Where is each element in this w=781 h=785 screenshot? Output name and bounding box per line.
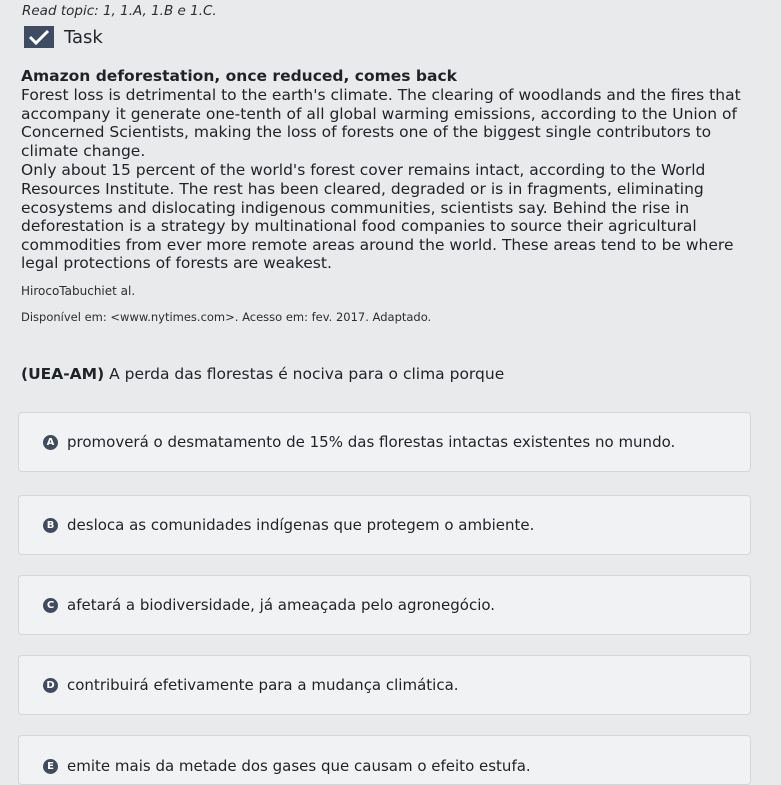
option-e[interactable] (18, 735, 751, 785)
option-letter-badge: E (43, 759, 58, 774)
option-a[interactable] (18, 412, 751, 472)
option-text: promoverá o desmatamento de 15% das florestas intactas existentes no mundo. (67, 433, 676, 451)
article-paragraph: Forest loss is detrimental to the earth's climate. The clearing of woodlands and the fires that accompany it generate one-tenth of all global warming emissions, according to the Union of Concerned Scientists, making the loss of forests one of the biggest single contributors to climate change. (21, 86, 741, 160)
option-text: desloca as comunidades indígenas que protegem o ambiente. (67, 516, 535, 534)
task-header (24, 26, 103, 48)
option-letter-badge: C (43, 598, 58, 613)
option-text: emite mais da metade dos gases que causam o efeito estufa. (67, 757, 531, 775)
option-letter-badge: B (43, 518, 58, 533)
article-paragraph: Only about 15 percent of the world's forest cover remains intact, according to the World Resources Institute. The rest has been cleared, degraded or is in fragments, eliminating ecosystems and dislocating indigenous communities, scientists say. Behind the rise in deforestation is a strategy by multinational food companies to source their agricultural commodities from ever more remote areas around the world. These areas tend to be where legal protections of forests are weakest. (21, 161, 734, 273)
article-title: Amazon deforestation, once reduced, comes back (21, 67, 457, 85)
read-topic: Read topic: 1, 1.A, 1.B e 1.C. (22, 3, 217, 19)
task-label: Task (64, 26, 103, 48)
option-d[interactable] (18, 655, 751, 715)
article (21, 67, 766, 324)
option-b[interactable] (18, 495, 751, 555)
article-source: Disponível em: <www.nytimes.com>. Acesso em: fev. 2017. Adaptado. (21, 309, 432, 324)
option-letter-badge: A (43, 435, 58, 450)
option-text: contribuirá efetivamente para a mudança climática. (67, 676, 459, 694)
option-text: afetará a biodiversidade, já ameaçada pelo agronegócio. (67, 596, 496, 614)
question-prefix: (UEA-AM) (21, 365, 105, 383)
article-author: HirocoTabuchiet al. (21, 283, 136, 298)
checkmark-icon (24, 26, 54, 48)
option-c[interactable] (18, 575, 751, 635)
option-letter-badge: D (43, 678, 58, 693)
question-text: A perda das florestas é nociva para o clima porque (104, 365, 505, 383)
question-stem (21, 365, 504, 383)
